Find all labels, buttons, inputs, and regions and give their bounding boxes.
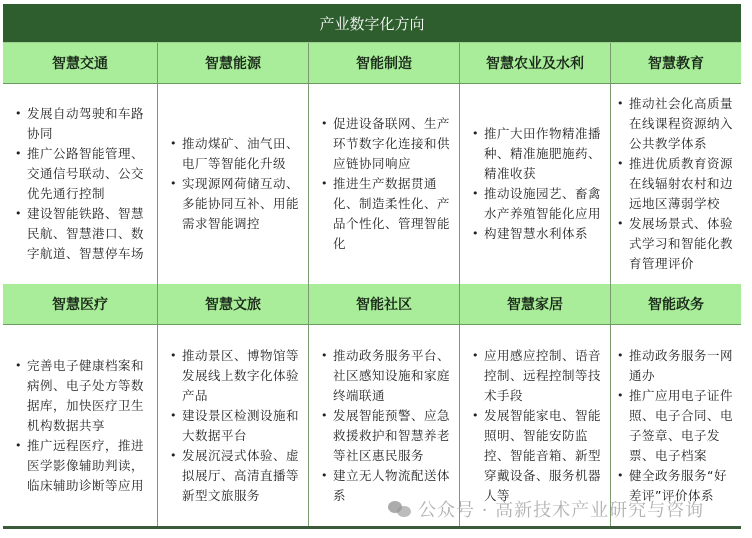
- column-header: 智慧农业及水利: [460, 43, 611, 83]
- header-row-2: [3, 284, 741, 325]
- list-item: • 推动设施园艺、畜禽水产养殖智能化应用: [472, 184, 602, 224]
- list-item: • 促进设备联网、生产环节数字化连接和供应链协同响应: [321, 114, 451, 174]
- list-item: • 健全政务服务“好差评”评价体系: [617, 466, 739, 506]
- list-item: • 推动煤矿、油气田、电厂等智能化升级: [170, 134, 300, 174]
- table-cell: [611, 84, 741, 284]
- bullet-list: [15, 356, 149, 496]
- list-item: • 实现源网荷储互动、多能协同互补、用能需求智能调控: [170, 174, 300, 234]
- list-item: • 发展智能家电、智能照明、智能安防监控、智能音箱、新型穿戴设备、服务机器人等: [472, 406, 602, 506]
- column-header: 智慧教育: [648, 56, 704, 72]
- bullet-list: [170, 346, 300, 506]
- table-title: 产业数字化方向: [3, 4, 741, 43]
- list-item: • 推广大田作物精准播种、精准施肥施药、精准收获: [472, 124, 602, 184]
- table-cell: [3, 325, 158, 526]
- column-header: 智慧医疗: [3, 284, 158, 324]
- table-cell: [158, 325, 309, 526]
- list-item: • 推广远程医疗，推进医学影像辅助判读，临床辅助诊断等应用: [15, 436, 149, 496]
- column-header: 智慧家居: [460, 284, 611, 324]
- list-item: • 推动政务服务一网通办: [617, 346, 739, 386]
- list-item: • 发展自动驾驶和车路协同: [15, 104, 149, 144]
- bullet-list: [170, 134, 300, 234]
- wechat-icon: [388, 500, 412, 518]
- bullet-list: [617, 346, 739, 506]
- list-item: • 建设景区检测设施和大数据平台: [170, 406, 300, 446]
- watermark: [388, 496, 704, 522]
- list-item: • 构建智慧水利体系: [472, 224, 602, 244]
- list-item: • 推广应用电子证件照、电子合同、电子签章、电子发票、电子档案: [617, 386, 739, 466]
- header-row-1: [3, 43, 741, 84]
- column-header: 智能社区: [309, 284, 460, 324]
- column-header: 智能制造: [309, 43, 460, 83]
- list-item: • 建设智能铁路、智慧民航、智慧港口、数字航道、智慧停车场: [15, 204, 149, 264]
- list-item: • 完善电子健康档案和病例、电子处方等数据库，加快医疗卫生机构数据共享: [15, 356, 149, 436]
- column-header: 智慧交通: [3, 43, 158, 83]
- industry-digitalization-table: [3, 4, 741, 529]
- bullet-list: [472, 346, 602, 506]
- bullet-list: [321, 114, 451, 254]
- list-item: • 发展沉浸式体验、虚拟展厅、高清直播等新型文旅服务: [170, 446, 300, 506]
- bullet-list: [617, 94, 739, 274]
- table-cell: [309, 84, 460, 284]
- list-item: • 建立无人物流配送体系: [321, 466, 451, 506]
- list-item: • 推广公路智能管理、交通信号联动、公交优先通行控制: [15, 144, 149, 204]
- column-header: 智慧能源: [158, 43, 309, 83]
- bullet-list: [321, 346, 451, 506]
- list-item: • 推动社会化高质量在线课程资源纳入公共教学体系: [617, 94, 739, 154]
- table-cell: [460, 84, 611, 284]
- body-row-1: [3, 84, 741, 284]
- list-item: • 发展场景式、体验式学习和智能化教育管理评价: [617, 214, 739, 274]
- list-item: • 推进生产数据贯通化、制造柔性化、产品个性化、管理智能化: [321, 174, 451, 254]
- table-cell: [158, 84, 309, 284]
- list-item: • 推动景区、博物馆等发展线上数字化体验产品: [170, 346, 300, 406]
- list-item: • 发展智能预警、应急救援救护和智慧养老等社区惠民服务: [321, 406, 451, 466]
- list-item: • 应用感应控制、语音控制、远程控制等技术手段: [472, 346, 602, 406]
- watermark-text: 公众号 · 高新技术产业研究与咨询: [418, 500, 705, 521]
- table-cell: [3, 84, 158, 284]
- list-item: • 推进优质教育资源在线辐射农村和边远地区薄弱学校: [617, 154, 739, 214]
- list-item: • 推动政务服务平台、社区感知设施和家庭终端联通: [321, 346, 451, 406]
- column-header: 智慧文旅: [158, 284, 309, 324]
- bullet-list: [15, 104, 149, 264]
- column-header: 智能政务: [648, 297, 704, 313]
- bullet-list: [472, 124, 602, 244]
